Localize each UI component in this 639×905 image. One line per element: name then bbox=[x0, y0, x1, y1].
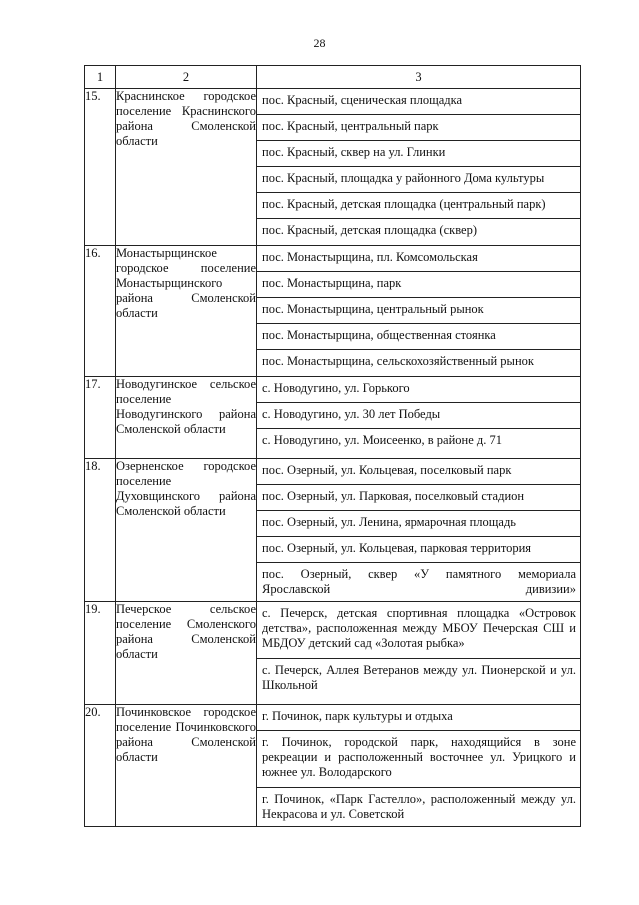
location-item: с. Новодугино, ул. Горького bbox=[257, 377, 580, 403]
location-item: пос. Монастырщина, парк bbox=[257, 272, 580, 298]
location-item: г. Починок, «Парк Гастелло», расположенный между ул. Некрасова и ул. Советской bbox=[262, 792, 576, 821]
location-item: пос. Красный, площадка у районного Дома культуры bbox=[257, 167, 580, 193]
location-item: пос. Красный, сквер на ул. Глинки bbox=[257, 141, 580, 167]
location-item: пос. Красный, центральный парк bbox=[257, 115, 580, 141]
table-row bbox=[85, 705, 581, 827]
location-item: пос. Озерный, ул. Ленина, ярмарочная площадь bbox=[257, 511, 580, 537]
header-col-1: 1 bbox=[85, 66, 116, 89]
row-number: 20. bbox=[85, 705, 116, 827]
row-number: 15. bbox=[85, 89, 116, 246]
municipality: Новодугинское сельское поселение Новодугинского района Смоленской области bbox=[116, 377, 257, 459]
table-row bbox=[85, 602, 581, 705]
page-number: 28 bbox=[313, 36, 326, 50]
location-item: пос. Озерный, ул. Кольцевая, парковая территория bbox=[257, 537, 580, 563]
header-col-2: 2 bbox=[116, 66, 257, 89]
locations-cell bbox=[257, 459, 581, 602]
locations-cell bbox=[257, 377, 581, 459]
table-header-row bbox=[85, 66, 581, 89]
location-item: пос. Красный, детская площадка (центральный парк) bbox=[257, 193, 580, 219]
municipality: Монастырщинское городское поселение Монастырщинского района Смоленской области bbox=[116, 246, 257, 377]
municipality: Озерненское городское поселение Духовщинского района Смоленской области bbox=[116, 459, 257, 602]
municipality: Печерское сельское поселение Смоленского района Смоленской области bbox=[116, 602, 257, 705]
location-item: пос. Озерный, сквер «У памятного мемориала Ярославской дивизии» bbox=[262, 567, 576, 596]
location-item: с. Новодугино, ул. 30 лет Победы bbox=[257, 403, 580, 429]
locations-cell bbox=[257, 246, 581, 377]
location-item: пос. Монастырщина, пл. Комсомольская bbox=[257, 246, 580, 272]
location-item: г. Починок, городской парк, находящийся в зоне рекреации и расположенный восточнее ул. Урицкого и южнее ул. Володарского bbox=[257, 731, 580, 788]
header-col-3: 3 bbox=[257, 66, 581, 89]
location-item: пос. Монастырщина, центральный рынок bbox=[257, 298, 580, 324]
places-table bbox=[84, 65, 581, 827]
location-item: пос. Озерный, ул. Кольцевая, поселковый парк bbox=[257, 459, 580, 485]
location-item: пос. Красный, детская площадка (сквер) bbox=[262, 223, 477, 237]
locations-cell bbox=[257, 705, 581, 827]
locations-cell bbox=[257, 602, 581, 705]
location-item: г. Починок, парк культуры и отдыха bbox=[257, 705, 580, 731]
table-row bbox=[85, 459, 581, 602]
table-row bbox=[85, 89, 581, 246]
location-item: с. Печерск, Аллея Ветеранов между ул. Пионерской и ул. Школьной bbox=[262, 663, 576, 692]
locations-cell bbox=[257, 89, 581, 246]
table-row bbox=[85, 246, 581, 377]
location-item: пос. Монастырщина, сельскохозяйственный рынок bbox=[262, 354, 534, 368]
table-row bbox=[85, 377, 581, 459]
municipality: Краснинское городское поселение Краснинского района Смоленской области bbox=[116, 89, 257, 246]
municipality: Починковское городское поселение Починковского района Смоленской области bbox=[116, 705, 257, 827]
location-item: пос. Красный, сценическая площадка bbox=[257, 89, 580, 115]
location-item: пос. Озерный, ул. Парковая, поселковый стадион bbox=[257, 485, 580, 511]
row-number: 18. bbox=[85, 459, 116, 602]
location-item: пос. Монастырщина, общественная стоянка bbox=[257, 324, 580, 350]
location-item: с. Печерск, детская спортивная площадка «Островок детства», расположенная между МБОУ Печерская СШ и МБДОУ детский сад «Золотая рыбка» bbox=[257, 602, 580, 659]
row-number: 17. bbox=[85, 377, 116, 459]
location-item: с. Новодугино, ул. Моисеенко, в районе д. 71 bbox=[262, 433, 502, 447]
row-number: 19. bbox=[85, 602, 116, 705]
row-number: 16. bbox=[85, 246, 116, 377]
